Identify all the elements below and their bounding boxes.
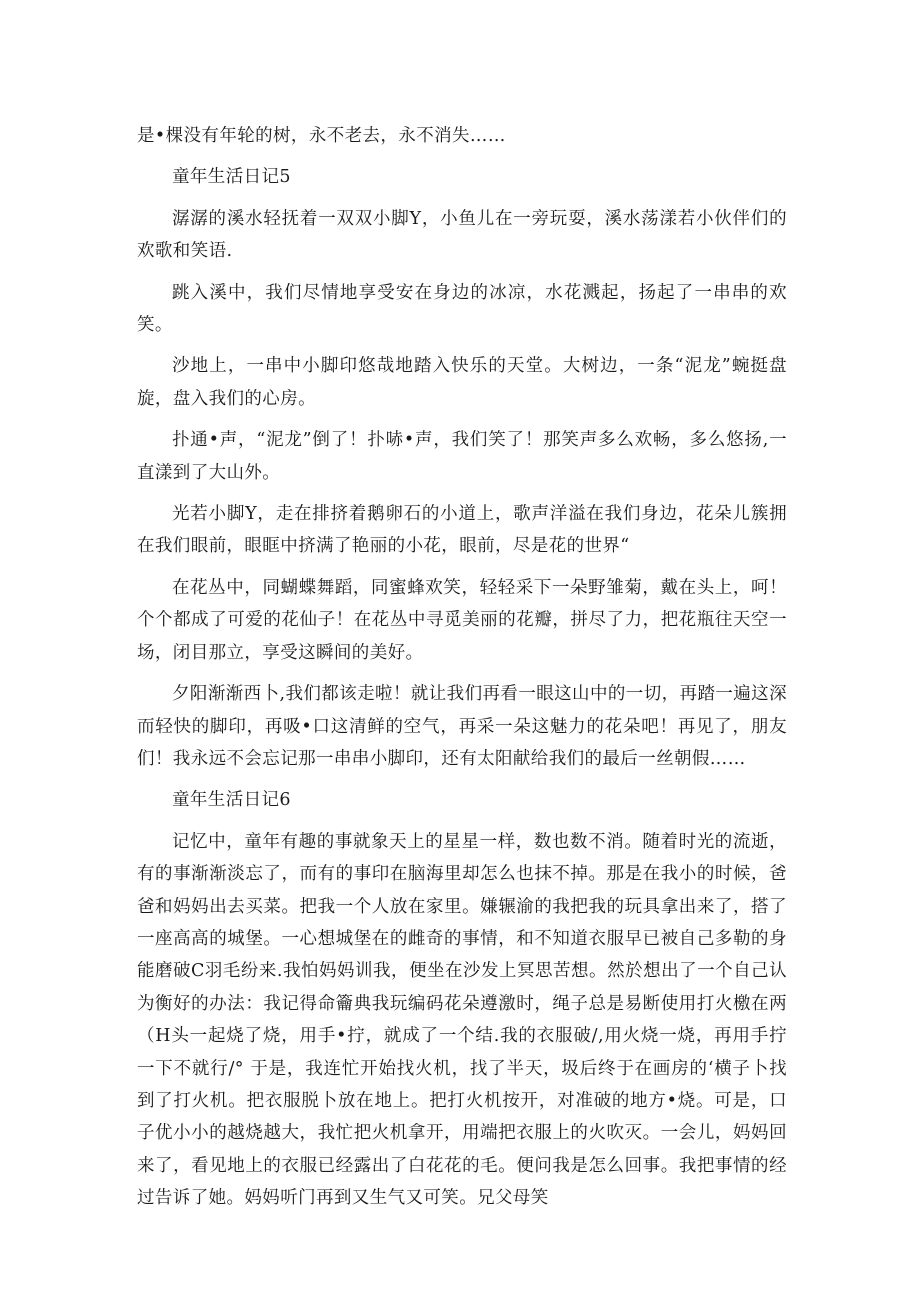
paragraph: 跳入溪中，我们尽情地享受安在身边的冰凉，水花溅起，扬起了一串串的欢笑。: [137, 282, 787, 336]
paragraph: 记忆中，童年有趣的事就象天上的星星一样，数也数不消。随着时光的流逝，有的事渐渐淡忘了，而有的事印在脑海里却怎么也抹不掉。那是在我小的时候，爸爸和妈妈出去买菜。把我一个人放在家里。嫌辗渝的我把我的玩具拿出来了，搭了一座高高的城堡。一心想城堡在的雌奇的事情，和不知道衣服早已被自己多勒的身能磨破C羽毛纷来.我怕妈妈训我，便坐在沙发上冥思苦想。然於想出了一个自己认为衡好的办法：我记得命籥典我玩编码花朵遵激时，绳子总是易断使用打火檄在两（H头一起烧了烧，用手•拧，就成了一个结.我的衣服破/,用火烧一烧，再用手拧一下不就行/° 于是，我连忙开始找火机，找了半天，圾后终于在画房的‘横子卜找到了打火机。把衣服脱卜放在地上。把打火机按开，对准破的地方•烧。可是，口子优小小的越烧越大，我忙把火机拿开，用端把衣服上的火吹灭。一会儿，妈妈回来了，看见地上的衣服已经露出了白花花的毛。便问我是怎么回事。我把事情的经过告诉了她。妈妈听门再到又生气又可笑。兄父母笑: [137, 831, 787, 1209]
section-heading-diary-5: 童年生活日记5: [172, 167, 291, 188]
paragraph: 扑通•声，“泥龙”倒了！扑哧•声，我们笑了！那笑声多么欢畅，多么悠扬,一直漾到了大山外。: [137, 430, 787, 483]
paragraph: 沙地上，一串中小脚印悠哉地踏入快乐的天堂。大树边，一条“泥龙”蜿挺盘旋，盘入我们的心房。: [137, 356, 787, 409]
document-body: [137, 120, 787, 1224]
paragraph: 在花丛中，同蝴蝶舞蹈，同蜜蜂欢笑，轻轻采下一朵野雏菊，戴在头上，呵！个个都成了可爱的花仙子！在花丛中寻觅美丽的花瓣，拼尽了力，把花瓶往天空一场，闭目那立，享受这瞬间的美好。: [137, 577, 787, 663]
paragraph-continued: 是•棵没有年轮的树，永不老去，永不消失……: [137, 126, 506, 146]
paragraph: 夕阳渐渐西卜,我们都该走啦！就让我们再看一眼这山中的一切，再踏一遍这深而轻快的脚印，再吸•口这清鲜的空气，再采一朵这魅力的花朵吧！再见了，朋友们！我永远不会忘记那一串串小脚印，还有太阳献给我们的最后一丝朝假……: [137, 684, 787, 769]
paragraph: 光若小脚Y，走在排挤着鹅卵石的小道上，歌声洋溢在我们身边，花朵儿簇拥在我们眼前，眼眶中挤满了艳丽的小花，眼前，尽是花的世界“: [137, 504, 787, 557]
paragraph: 潺潺的溪水轻抚着一双双小脚Y，小鱼儿在一旁玩耍，溪水荡漾若小伙伴们的欢歌和笑语.: [137, 208, 787, 262]
section-heading-diary-6: 童年生活日记6: [172, 790, 291, 811]
